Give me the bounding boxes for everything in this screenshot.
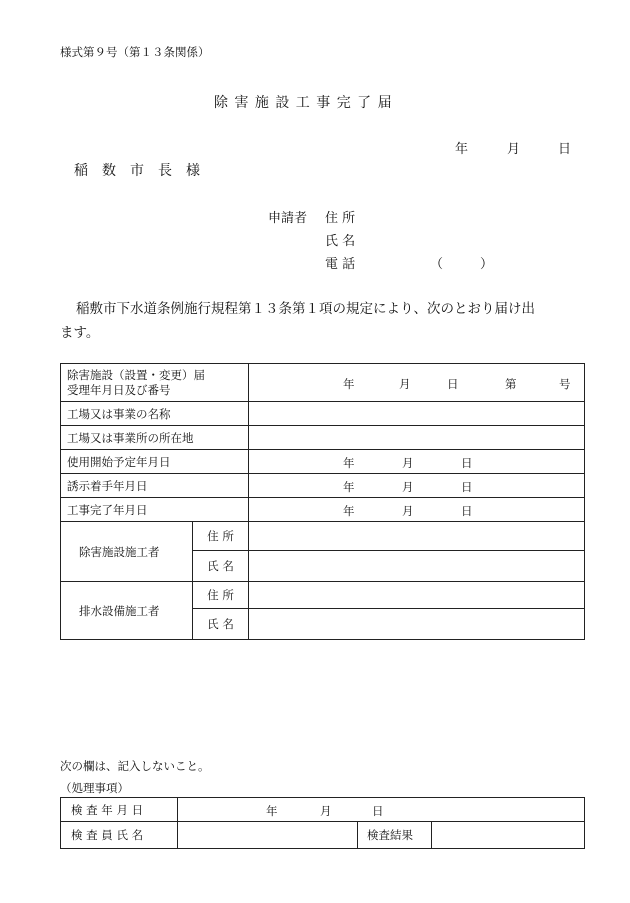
inspection-year: 年 [266,803,278,818]
row5-month: 月 [402,479,414,494]
inspection-day: 日 [372,803,384,818]
contractor1-address-label: 住 所 [193,522,249,551]
processing-table [60,797,585,849]
row1-month: 月 [399,376,411,391]
row1-label-line2: 受理年月日及び番号 [67,382,171,397]
row6-month: 月 [402,503,414,518]
contractor1-address-value [249,522,585,551]
row6-day: 日 [461,503,473,518]
row3-value [249,426,585,450]
inspection-result-label: 検査結果 [358,822,432,849]
note-text: 次の欄は、記入しないこと。 [60,759,210,773]
inspector-name-label: 検 査 員 氏 名 [61,822,178,849]
table-row [61,402,585,426]
row1-no-suffix: 号 [559,376,571,391]
inspection-month: 月 [320,803,332,818]
inspector-name-value [178,822,358,849]
table-row [61,798,585,822]
contractor2-name-value [249,609,585,640]
body-text-line1: 稲敷市下水道条例施行規程第１３条第１項の規定により、次のとおり届け出 [76,301,535,317]
contractor1-label: 除害施設施工者 [61,522,193,582]
row4-label: 使用開始予定年月日 [61,450,249,474]
row6-year: 年 [343,503,355,518]
table-row [61,474,585,498]
row5-day: 日 [461,479,473,494]
contractor2-label: 排水設備施工者 [61,582,193,640]
table-row [61,450,585,474]
date-year: 年 [455,142,469,157]
page-title: 除 害 施 設 工 事 完 了 届 [214,95,393,111]
row1-year: 年 [343,376,355,391]
form-number: 様式第９号（第１３条関係） [60,45,210,59]
table-row [61,522,585,551]
addressee: 稲 数 市 長 様 [74,163,200,179]
contractor1-name-label: 氏 名 [193,551,249,582]
row5-year: 年 [343,479,355,494]
main-table [60,363,585,640]
applicant-address-label: 住 所 [325,211,356,226]
row2-label: 工場又は事業の名称 [61,402,249,426]
inspection-result-value [432,822,585,849]
table-row [61,426,585,450]
applicant-phone-label: 電 話 [325,257,356,272]
body-text-line2: ます。 [60,325,100,341]
processing-label: （処理事項） [60,781,129,795]
phone-paren-close: ） [480,257,494,272]
table-row [61,582,585,609]
contractor2-address-label: 住 所 [193,582,249,609]
applicant-name-label: 氏 名 [325,234,356,249]
row1-day: 日 [447,376,459,391]
table-row [61,822,585,849]
row4-day: 日 [461,455,473,470]
row3-label: 工場又は事業所の所在地 [61,426,249,450]
applicant-label: 申請者 [268,211,308,226]
row5-label: 誘示着手年月日 [61,474,249,498]
inspection-date-label: 検 査 年 月 日 [61,798,178,822]
row4-year: 年 [343,455,355,470]
phone-paren-open: （ [430,257,444,272]
contractor2-address-value [249,582,585,609]
date-day: 日 [558,142,572,157]
table-row [61,498,585,522]
contractor1-name-value [249,551,585,582]
contractor2-name-label: 氏 名 [193,609,249,640]
row1-label-line1: 除害施設（設置・変更）届 [67,367,205,382]
table-row [61,364,585,402]
date-month: 月 [507,142,521,157]
row4-month: 月 [402,455,414,470]
row2-value [249,402,585,426]
row6-label: 工事完了年月日 [61,498,249,522]
row1-no-prefix: 第 [505,376,517,391]
